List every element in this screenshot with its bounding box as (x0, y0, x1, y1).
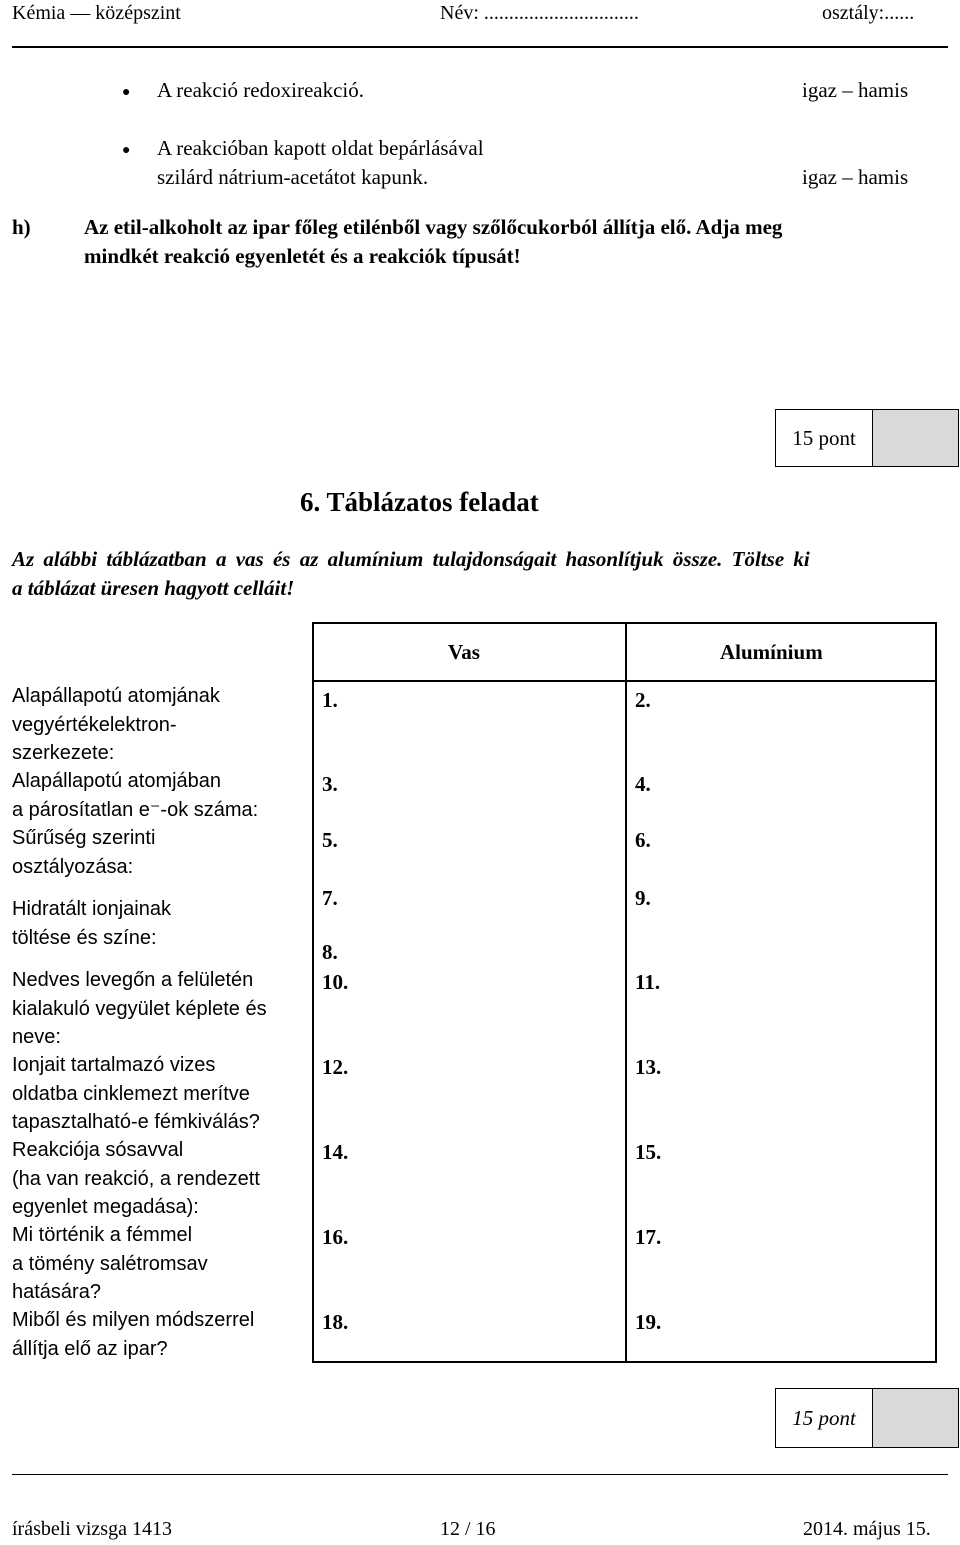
row-label: Hidratált ionjainak töltése és színe: (12, 898, 171, 949)
bullet-icon: ● (122, 85, 131, 100)
task-h-letter: h) (12, 215, 31, 239)
row-label: Nedves levegőn a felületén kialakuló vegyület képlete és neve: (12, 969, 267, 1048)
header-rule (12, 46, 948, 48)
cell-aluminium: 6. (635, 828, 651, 852)
cell-vas: 7. (322, 886, 338, 910)
score-entry-cell (873, 410, 958, 466)
row-label: Reakciója sósavval (ha van reakció, a rendezett egyenlet megadása): (12, 1139, 260, 1218)
cell-vas: 16. (322, 1225, 349, 1249)
footer-date: 2014. május 15. (803, 1518, 931, 1540)
cell-aluminium: 9. (635, 886, 651, 910)
column-divider (625, 624, 627, 1361)
row-label: Miből és milyen módszerrel állítja elő az ipar? (12, 1309, 255, 1360)
cell-aluminium: 17. (635, 1225, 662, 1249)
column-header-aluminium: Alumínium (720, 640, 823, 664)
header-subject: Kémia — középszint (12, 2, 181, 24)
bullet-icon: ● (122, 143, 131, 158)
cell-vas: 5. (322, 828, 338, 852)
score-box-bottom (775, 1388, 959, 1448)
statement-2-line-1: A reakcióban kapott oldat bepárlásával (157, 136, 484, 160)
score-label: 15 pont (776, 1389, 873, 1447)
row-label: Alapállapotú atomjának vegyértékelektron- szerkezete: (12, 685, 220, 764)
column-header-vas: Vas (448, 640, 480, 664)
cell-vas: 18. (322, 1310, 349, 1334)
header-name-field: Név: ............................... (440, 2, 639, 24)
cell-aluminium: 13. (635, 1055, 662, 1079)
cell-vas: 14. (322, 1140, 349, 1164)
statement-1-choice: igaz – hamis (802, 78, 909, 102)
header-divider (314, 680, 935, 682)
footer-page-number: 12 / 16 (440, 1518, 496, 1540)
section-title: 6. Táblázatos feladat (300, 487, 539, 517)
footer-exam-id: írásbeli vizsga 1413 (12, 1518, 172, 1540)
cell-vas: 3. (322, 772, 338, 796)
score-box-top (775, 409, 959, 467)
row-label: Sűrűség szerinti osztályozása: (12, 827, 156, 878)
row-label: Mi történik a fémmel a tömény salétromsav hatására? (12, 1224, 208, 1303)
property-table (312, 622, 937, 1363)
score-label: 15 pont (776, 410, 873, 466)
statement-2-line-2: szilárd nátrium-acetátot kapunk. (157, 165, 429, 189)
row-label: Alapállapotú atomjában a párosítatlan e⁻-ok száma: (12, 770, 259, 821)
cell-aluminium: 19. (635, 1310, 662, 1334)
cell-vas: 12. (322, 1055, 349, 1079)
footer-rule (12, 1474, 948, 1475)
cell-aluminium: 11. (635, 970, 661, 994)
row-label: Ionjait tartalmazó vizes oldatba cinklemezt merítve tapasztalható-e fémkiválás? (12, 1054, 260, 1133)
statement-2-choice: igaz – hamis (802, 165, 909, 189)
cell-vas: 8. (322, 940, 338, 964)
cell-vas: 1. (322, 688, 338, 712)
task-h-line-1: Az etil-alkoholt az ipar főleg etilénből vagy szőlőcukorból állítja elő. Adja meg (84, 215, 783, 239)
cell-aluminium: 15. (635, 1140, 662, 1164)
section-intro-line-1: Az alábbi táblázatban a vas és az alumínium tulajdonságait hasonlítjuk össze. Töltse ki (12, 547, 810, 571)
cell-vas: 10. (322, 970, 349, 994)
score-entry-cell (873, 1389, 958, 1447)
header-class-field: osztály:...... (822, 2, 915, 24)
section-intro-line-2: a táblázat üresen hagyott celláit! (12, 576, 295, 600)
cell-aluminium: 2. (635, 688, 651, 712)
cell-aluminium: 4. (635, 772, 651, 796)
task-h-line-2: mindkét reakció egyenletét és a reakciók típusát! (84, 244, 521, 268)
statement-1-text: A reakció redoxireakció. (157, 78, 364, 102)
